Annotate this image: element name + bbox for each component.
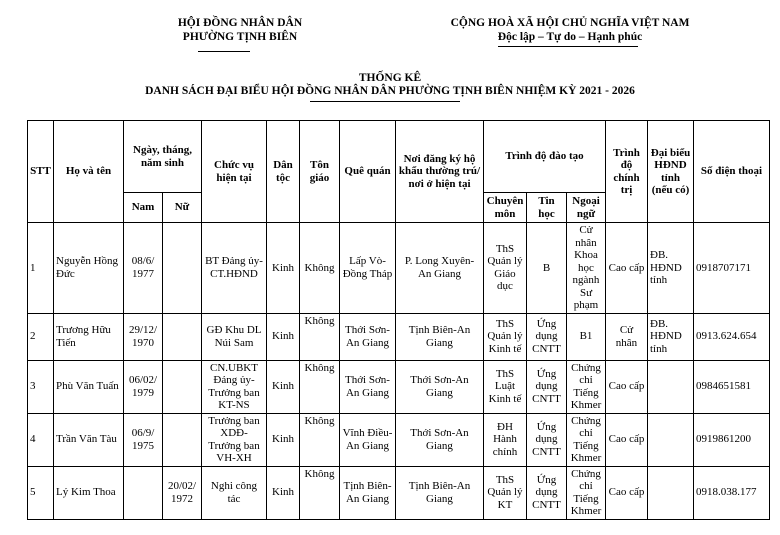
header-residence: Nơi đăng ký hộ khẩu thường trú/ nơi ở hiện tại [396, 121, 484, 223]
cell-position: Trưởng ban XDĐ- Trưởng ban VH-XH [202, 413, 267, 466]
header-politics: Trình độ chính trị [606, 121, 648, 223]
cell-major: ThS Quản lý Giáo dục [484, 223, 527, 314]
title-line-1: THỐNG KÊ [358, 72, 422, 84]
header-language: Ngoại ngữ [567, 193, 606, 223]
cell-politics: Cao cấp [606, 413, 648, 466]
cell-female [163, 223, 202, 314]
cell-ethnicity: Kinh [267, 466, 300, 519]
cell-ethnicity: Kinh [267, 313, 300, 360]
header-ethnicity: Dân tộc [267, 121, 300, 223]
cell-religion: Không [300, 313, 340, 360]
cell-female [163, 360, 202, 413]
cell-major: ĐH Hành chính [484, 413, 527, 466]
cell-phone: 0918707171 [694, 223, 770, 314]
cell-name: Nguyễn Hồng Đức [54, 223, 124, 314]
cell-language: Cử nhân Khoa học ngành Sư phạm [567, 223, 606, 314]
header-education: Trình độ đào tạo [484, 121, 606, 193]
national-title: CỘNG HOÀ XÃ HỘI CHỦ NGHĨA VIỆT NAM [450, 17, 690, 29]
cell-phone: 0913.624.654 [694, 313, 770, 360]
cell-it: Ứng dụng CNTT [527, 413, 567, 466]
header-dob: Ngày, tháng, năm sinh [124, 121, 202, 193]
cell-female: 20/02/ 1972 [163, 466, 202, 519]
cell-position: CN.UBKT Đảng ủy- Trưởng ban KT-NS [202, 360, 267, 413]
delegate-table [27, 120, 770, 520]
cell-stt: 5 [28, 466, 54, 519]
header-it: Tin học [527, 193, 567, 223]
cell-ethnicity: Kinh [267, 413, 300, 466]
cell-religion: Không [300, 466, 340, 519]
cell-residence: Thới Sơn-An Giang [396, 413, 484, 466]
cell-residence: P. Long Xuyên- An Giang [396, 223, 484, 314]
cell-delegate: ĐB. HĐND tỉnh [648, 313, 694, 360]
cell-male: 06/02/ 1979 [124, 360, 163, 413]
table-row [28, 466, 770, 519]
cell-politics: Cao cấp [606, 466, 648, 519]
cell-it: Ứng dụng CNTT [527, 313, 567, 360]
cell-religion: Không [300, 223, 340, 314]
header-religion: Tôn giáo [300, 121, 340, 223]
cell-delegate [648, 413, 694, 466]
ward-name: PHƯỜNG TỊNH BIÊN [182, 31, 298, 43]
cell-hometown: Tịnh Biên- An Giang [340, 466, 396, 519]
cell-female [163, 413, 202, 466]
title-divider [310, 101, 460, 102]
header-right-divider [498, 46, 638, 47]
cell-hometown: Thới Sơn- An Giang [340, 313, 396, 360]
cell-name: Trần Văn Tàu [54, 413, 124, 466]
cell-residence: Tịnh Biên-An Giang [396, 313, 484, 360]
cell-delegate [648, 360, 694, 413]
cell-residence: Tịnh Biên-An Giang [396, 466, 484, 519]
table-row [28, 313, 770, 360]
cell-major: ThS Luật Kinh tế [484, 360, 527, 413]
cell-hometown: Lấp Vò- Đồng Tháp [340, 223, 396, 314]
cell-politics: Cao cấp [606, 360, 648, 413]
cell-residence: Thới Sơn-An Giang [396, 360, 484, 413]
header-position: Chức vụ hiện tại [202, 121, 267, 223]
cell-language: B1 [567, 313, 606, 360]
cell-religion: Không [300, 360, 340, 413]
header-hometown: Quê quán [340, 121, 396, 223]
header-stt: STT [28, 121, 54, 223]
council-header [150, 16, 330, 44]
cell-it: B [527, 223, 567, 314]
table-row [28, 413, 770, 466]
cell-language: Chứng chỉ Tiếng Khmer [567, 413, 606, 466]
cell-it: Ứng dụng CNTT [527, 466, 567, 519]
cell-male: 29/12/ 1970 [124, 313, 163, 360]
table-row [28, 360, 770, 413]
cell-hometown: Vĩnh Điều-An Giang [340, 413, 396, 466]
header-female: Nữ [163, 193, 202, 223]
header-major: Chuyên môn [484, 193, 527, 223]
header-phone: Số điện thoại [694, 121, 770, 223]
header-left-divider [198, 51, 250, 52]
cell-male: 06/9/ 1975 [124, 413, 163, 466]
cell-phone: 0919861200 [694, 413, 770, 466]
cell-religion: Không [300, 413, 340, 466]
title-line-2: DANH SÁCH ĐẠI BIỂU HỘI ĐỒNG NHÂN DÂN PHƯỜNG TỊNH BIÊN NHIỆM KỲ 2021 - 2026 [145, 85, 635, 97]
cell-position: GĐ Khu DL Núi Sam [202, 313, 267, 360]
cell-phone: 0984651581 [694, 360, 770, 413]
council-name: HỘI ĐỒNG NHÂN DÂN [177, 17, 303, 29]
cell-position: Nghi công tác [202, 466, 267, 519]
cell-name: Trương Hữu Tiến [54, 313, 124, 360]
cell-position: BT Đảng ủy- CT.HĐND [202, 223, 267, 314]
national-header [440, 16, 700, 44]
cell-stt: 1 [28, 223, 54, 314]
header-delegate: Đại biểu HĐND tỉnh (nếu có) [648, 121, 694, 223]
cell-female [163, 313, 202, 360]
cell-it: Ứng dụng CNTT [527, 360, 567, 413]
cell-name: Phù Văn Tuấn [54, 360, 124, 413]
national-motto: Độc lập – Tự do – Hạnh phúc [497, 31, 643, 43]
cell-phone: 0918.038.177 [694, 466, 770, 519]
cell-male: 08/6/ 1977 [124, 223, 163, 314]
cell-hometown: Thới Sơn- An Giang [340, 360, 396, 413]
cell-politics: Cử nhân [606, 313, 648, 360]
cell-male [124, 466, 163, 519]
cell-ethnicity: Kinh [267, 360, 300, 413]
cell-language: Chứng chỉ Tiếng Khmer [567, 360, 606, 413]
cell-stt: 2 [28, 313, 54, 360]
header-name: Họ và tên [54, 121, 124, 223]
cell-stt: 3 [28, 360, 54, 413]
table-row [28, 223, 770, 314]
header-male: Nam [124, 193, 163, 223]
cell-major: ThS Quản lý KT [484, 466, 527, 519]
cell-politics: Cao cấp [606, 223, 648, 314]
cell-name: Lý Kim Thoa [54, 466, 124, 519]
cell-delegate: ĐB. HĐND tỉnh [648, 223, 694, 314]
cell-stt: 4 [28, 413, 54, 466]
cell-delegate [648, 466, 694, 519]
document-title [0, 72, 780, 98]
cell-language: Chứng chỉ Tiếng Khmer [567, 466, 606, 519]
cell-ethnicity: Kinh [267, 223, 300, 314]
cell-major: ThS Quản lý Kinh tế [484, 313, 527, 360]
